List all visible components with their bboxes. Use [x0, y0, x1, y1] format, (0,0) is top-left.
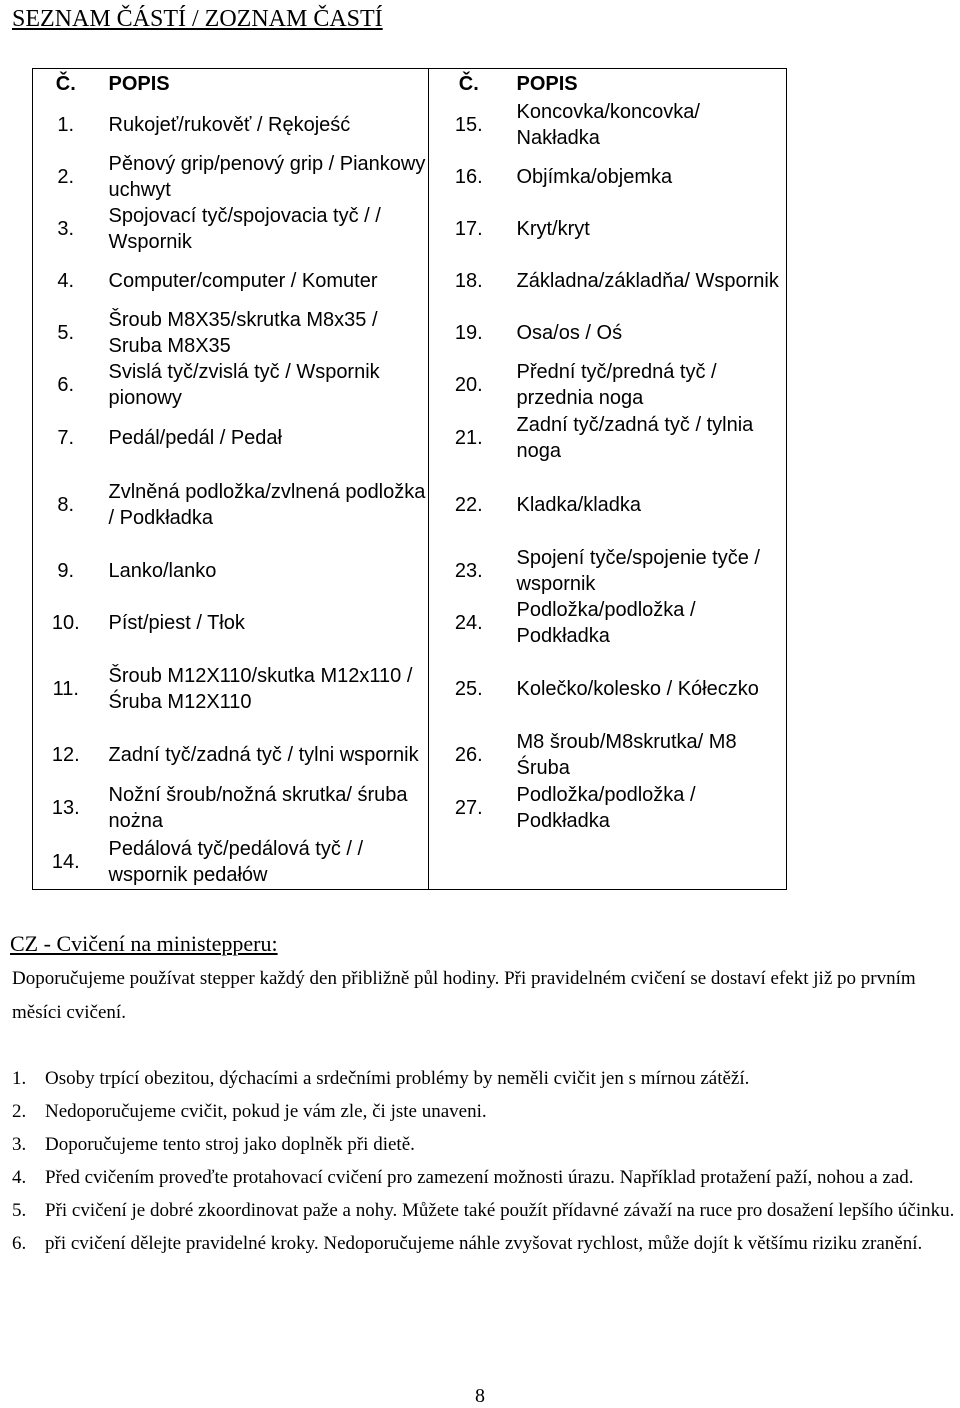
list-item-text: při cvičení dělejte pravidelné kroky. Nedoporučujeme náhle zvyšovat rychlost, může dojít k většímu riziku zranění. — [45, 1233, 923, 1254]
part-number: 20. — [454, 374, 483, 396]
list-item-text: Doporučujeme tento stroj jako doplněk při dietě. — [45, 1134, 415, 1155]
list-item-text: Při cvičení je dobré zkoordinovat paže a nohy. Můžete také použít přídavné závaží na ruce pro dosažení lepšího účinku. — [45, 1200, 955, 1221]
table-row — [33, 465, 787, 545]
table-row — [33, 99, 787, 151]
exercise-heading: CZ - Cvičení na ministepperu: — [10, 931, 278, 956]
part-number: 6. — [33, 359, 99, 411]
part-description: Koncovka/koncovka/ Nakładka — [509, 99, 787, 151]
part-description: Přední tyč/predná tyč / przednia noga — [509, 359, 787, 411]
part-description: Zadní tyč/zadná tyč / tylni wspornik — [99, 729, 429, 781]
part-number: 17. — [454, 218, 483, 240]
part-description: Nožní šroub/nožná skrutka/ śruba nożna — [99, 781, 429, 835]
header-num-left: Č. — [33, 69, 99, 100]
part-description: Pedálová tyč/pedálová tyč / / wspornik pedałów — [99, 835, 429, 889]
table-header-row — [33, 69, 787, 100]
part-description: Pěnový grip/penový grip / Piankowy uchwyt — [99, 151, 429, 203]
part-number: 24. — [454, 612, 483, 634]
part-description: Spojovací tyč/spojovacia tyč / / Wspornik — [99, 203, 429, 255]
part-number: 15. — [454, 114, 483, 136]
table-row — [33, 151, 787, 203]
part-number: 4. — [33, 255, 99, 307]
part-number: 21. — [454, 427, 483, 449]
list-item — [12, 1227, 956, 1260]
part-description: Píst/piest / Tłok — [99, 597, 429, 649]
part-description: Computer/computer / Komuter — [99, 255, 429, 307]
part-number: 9. — [33, 545, 99, 597]
part-description: Šroub M12X110/skutka M12x110 / Śruba M12X110 — [99, 649, 429, 729]
part-description: Šroub M8X35/skrutka M8x35 / Sruba M8X35 — [99, 307, 429, 359]
list-item — [12, 1062, 956, 1095]
page-title: SEZNAM ČÁSTÍ / ZOZNAM ČASTÍ — [12, 6, 383, 32]
part-number: 14. — [33, 835, 99, 889]
part-description — [509, 835, 787, 889]
part-description: Spojení tyče/spojenie tyče / wspornik — [509, 545, 787, 597]
parts-table — [32, 68, 787, 890]
part-description: Osa/os / Oś — [509, 307, 787, 359]
part-description: Kolečko/kolesko / Kółeczko — [509, 649, 787, 729]
table-row — [33, 649, 787, 729]
header-desc-right: POPIS — [509, 69, 787, 100]
list-item-number: 3. — [12, 1134, 27, 1155]
table-row — [33, 203, 787, 255]
part-number: 1. — [33, 99, 99, 151]
part-description: Lanko/lanko — [99, 545, 429, 597]
list-item-number: 4. — [12, 1167, 27, 1188]
part-number: 7. — [33, 411, 99, 465]
list-item-text: Před cvičením proveďte protahovací cvičení pro zamezení možnosti úrazu. Například protažení paží, nohou a zad. — [45, 1167, 914, 1188]
part-number: 18. — [454, 270, 483, 292]
part-number: 13. — [33, 781, 99, 835]
table-row — [33, 729, 787, 781]
part-description: Podložka/podložka / Podkładka — [509, 781, 787, 835]
part-description: Objímka/objemka — [509, 151, 787, 203]
part-number: 19. — [454, 322, 483, 344]
part-number: 27. — [454, 797, 483, 819]
part-number: 23. — [454, 560, 483, 582]
part-number: 3. — [33, 203, 99, 255]
list-item-number: 6. — [12, 1233, 27, 1254]
list-item — [12, 1128, 956, 1161]
part-description: Zadní tyč/zadná tyč / tylnia noga — [509, 411, 787, 465]
list-item-text: Nedoporučujeme cvičit, pokud je vám zle, či jste unaveni. — [45, 1101, 487, 1122]
part-description: M8 šroub/M8skrutka/ M8 Śruba — [509, 729, 787, 781]
list-item — [12, 1095, 956, 1128]
list-item — [12, 1161, 956, 1194]
list-item-number: 5. — [12, 1200, 27, 1221]
part-description: Kladka/kladka — [509, 465, 787, 545]
part-number: 11. — [33, 649, 99, 729]
table-row — [33, 255, 787, 307]
part-number: 22. — [454, 494, 483, 516]
part-number — [429, 835, 509, 889]
table-row — [33, 545, 787, 597]
list-item-text: Osoby trpící obezitou, dýchacími a srdečními problémy by neměli cvičit jen s mírnou zátěží. — [45, 1068, 750, 1089]
table-row — [33, 597, 787, 649]
page-number: 8 — [475, 1385, 485, 1407]
part-description: Podložka/podložka / Podkładka — [509, 597, 787, 649]
part-number: 8. — [33, 465, 99, 545]
table-row — [33, 307, 787, 359]
exercise-intro: Doporučujeme používat stepper každý den přibližně půl hodiny. Při pravidelném cvičení se dostaví efekt již po prvním měsíci cvičení. — [12, 968, 916, 1023]
list-item-number: 1. — [12, 1068, 27, 1089]
table-row — [33, 835, 787, 889]
part-description: Zvlněná podložka/zvlnená podložka / Podkładka — [99, 465, 429, 545]
header-num-right: Č. — [429, 69, 509, 100]
table-row — [33, 411, 787, 465]
part-number: 5. — [33, 307, 99, 359]
table-row — [33, 359, 787, 411]
list-item — [12, 1194, 956, 1227]
parts-table-body — [33, 69, 787, 890]
list-item-number: 2. — [12, 1101, 27, 1122]
part-number: 12. — [33, 729, 99, 781]
header-desc-left: POPIS — [99, 69, 429, 100]
table-row — [33, 781, 787, 835]
part-description: Pedál/pedál / Pedał — [99, 411, 429, 465]
exercise-rules-list — [12, 1062, 956, 1260]
part-description: Kryt/kryt — [509, 203, 787, 255]
part-number: 2. — [33, 151, 99, 203]
part-number: 25. — [454, 678, 483, 700]
part-number: 10. — [33, 597, 99, 649]
part-number: 16. — [454, 166, 483, 188]
part-description: Základna/základňa/ Wspornik — [509, 255, 787, 307]
part-number: 26. — [454, 744, 483, 766]
part-description: Rukojeť/rukověť / Rękojeść — [99, 99, 429, 151]
part-description: Svislá tyč/zvislá tyč / Wspornik pionowy — [99, 359, 429, 411]
